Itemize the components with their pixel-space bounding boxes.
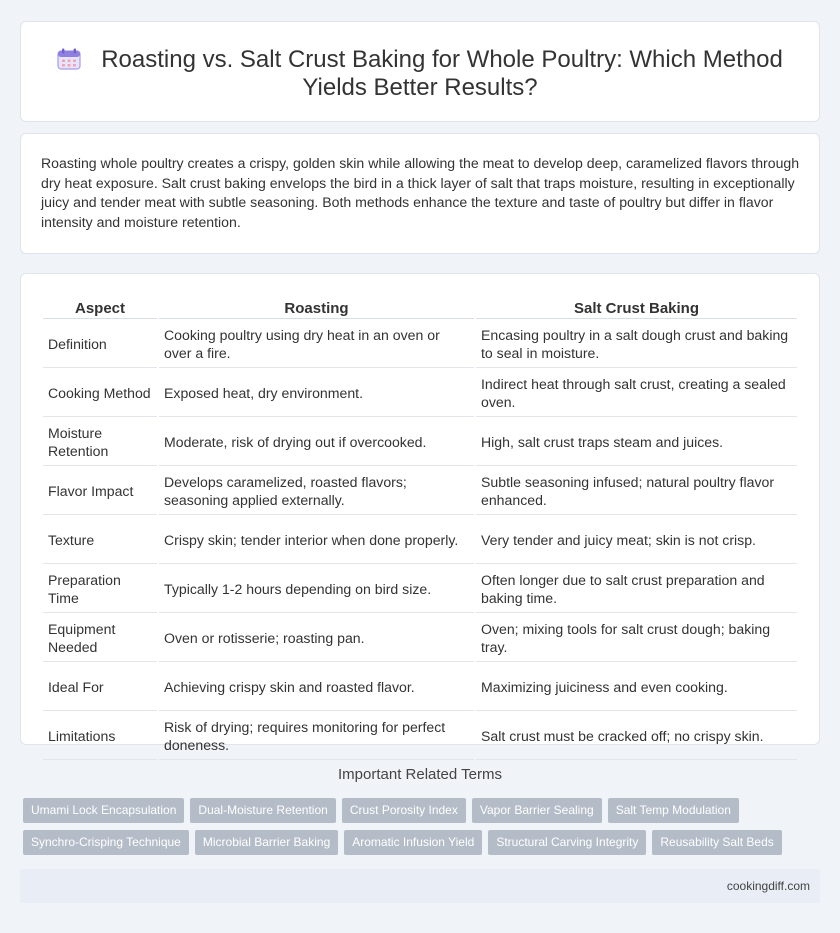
cell-roasting: Oven or rotisserie; roasting pan.	[159, 615, 474, 662]
cell-roasting: Crispy skin; tender interior when done properly.	[159, 517, 474, 564]
tag-row	[23, 798, 823, 823]
cell-roasting: Moderate, risk of drying out if overcooked.	[159, 419, 474, 466]
cell-roasting: Exposed heat, dry environment.	[159, 370, 474, 417]
related-term-tag[interactable]: Structural Carving Integrity	[488, 830, 646, 855]
cell-aspect: Cooking Method	[43, 370, 157, 417]
related-terms-heading: Important Related Terms	[338, 766, 502, 783]
table-row	[43, 517, 797, 564]
title-card	[20, 21, 820, 122]
related-term-tag[interactable]: Microbial Barrier Baking	[195, 830, 338, 855]
cell-aspect: Ideal For	[43, 664, 157, 711]
header-salt-crust: Salt Crust Baking	[476, 296, 797, 319]
related-term-tag[interactable]: Aromatic Infusion Yield	[344, 830, 482, 855]
cell-roasting: Risk of drying; requires monitoring for perfect doneness.	[159, 713, 474, 760]
cell-salt-crust: Maximizing juiciness and even cooking.	[476, 664, 797, 711]
footer-site-link[interactable]: cookingdiff.com	[726, 879, 810, 893]
cell-aspect: Limitations	[43, 713, 157, 760]
page-title	[51, 46, 789, 102]
table-row	[43, 468, 797, 515]
cell-salt-crust: Encasing poultry in a salt dough crust and baking to seal in moisture.	[476, 321, 797, 368]
cell-roasting: Develops caramelized, roasted flavors; seasoning applied externally.	[159, 468, 474, 515]
related-term-tag[interactable]: Dual-Moisture Retention	[190, 798, 335, 823]
cell-aspect: Preparation Time	[43, 566, 157, 613]
related-terms-list	[23, 798, 823, 862]
related-term-tag[interactable]: Umami Lock Encapsulation	[23, 798, 184, 823]
table-row	[43, 664, 797, 711]
cell-salt-crust: High, salt crust traps steam and juices.	[476, 419, 797, 466]
table-row	[43, 566, 797, 613]
cell-salt-crust: Often longer due to salt crust preparation and baking time.	[476, 566, 797, 613]
cell-aspect: Definition	[43, 321, 157, 368]
related-term-tag[interactable]: Reusability Salt Beds	[652, 830, 781, 855]
page-title-text: Roasting vs. Salt Crust Baking for Whole Poultry: Which Method Yields Better Results?	[101, 46, 783, 101]
related-term-tag[interactable]: Synchro-Crisping Technique	[23, 830, 189, 855]
related-term-tag[interactable]: Vapor Barrier Sealing	[472, 798, 602, 823]
cell-aspect: Texture	[43, 517, 157, 564]
cell-roasting: Typically 1-2 hours depending on bird size.	[159, 566, 474, 613]
header-roasting: Roasting	[159, 296, 474, 319]
table-row	[43, 419, 797, 466]
cell-aspect: Flavor Impact	[43, 468, 157, 515]
footer	[20, 869, 820, 903]
cell-salt-crust: Indirect heat through salt crust, creating a sealed oven.	[476, 370, 797, 417]
related-term-tag[interactable]: Salt Temp Modulation	[608, 798, 739, 823]
cell-salt-crust: Subtle seasoning infused; natural poultry flavor enhanced.	[476, 468, 797, 515]
cell-aspect: Moisture Retention	[43, 419, 157, 466]
tag-row	[23, 830, 823, 855]
cell-salt-crust: Very tender and juicy meat; skin is not crisp.	[476, 517, 797, 564]
cell-salt-crust: Oven; mixing tools for salt crust dough; baking tray.	[476, 615, 797, 662]
cell-roasting: Achieving crispy skin and roasted flavor.	[159, 664, 474, 711]
header-aspect: Aspect	[43, 296, 157, 319]
table-row	[43, 713, 797, 760]
intro-paragraph: Roasting whole poultry creates a crispy, golden skin while allowing the meat to develop deep, caramelized flavors through dry heat exposure. Salt crust baking envelops the bird in a thick layer of salt that traps moisture, resulting in exceptionally juicy and tender meat with subtle seasoning. Both methods enhance the texture and taste of poultry but differ in flavor intensity and moisture retention.	[41, 155, 800, 230]
related-term-tag[interactable]: Crust Porosity Index	[342, 798, 466, 823]
calendar-icon	[57, 48, 81, 70]
table-row	[43, 370, 797, 417]
table-row	[43, 321, 797, 368]
cell-aspect: Equipment Needed	[43, 615, 157, 662]
table-header-row	[43, 296, 797, 319]
table-row	[43, 615, 797, 662]
comparison-card	[20, 273, 820, 753]
comparison-table	[41, 294, 799, 762]
cell-salt-crust: Salt crust must be cracked off; no crispy skin.	[476, 713, 797, 760]
intro-card	[20, 133, 820, 254]
cell-roasting: Cooking poultry using dry heat in an oven or over a fire.	[159, 321, 474, 368]
